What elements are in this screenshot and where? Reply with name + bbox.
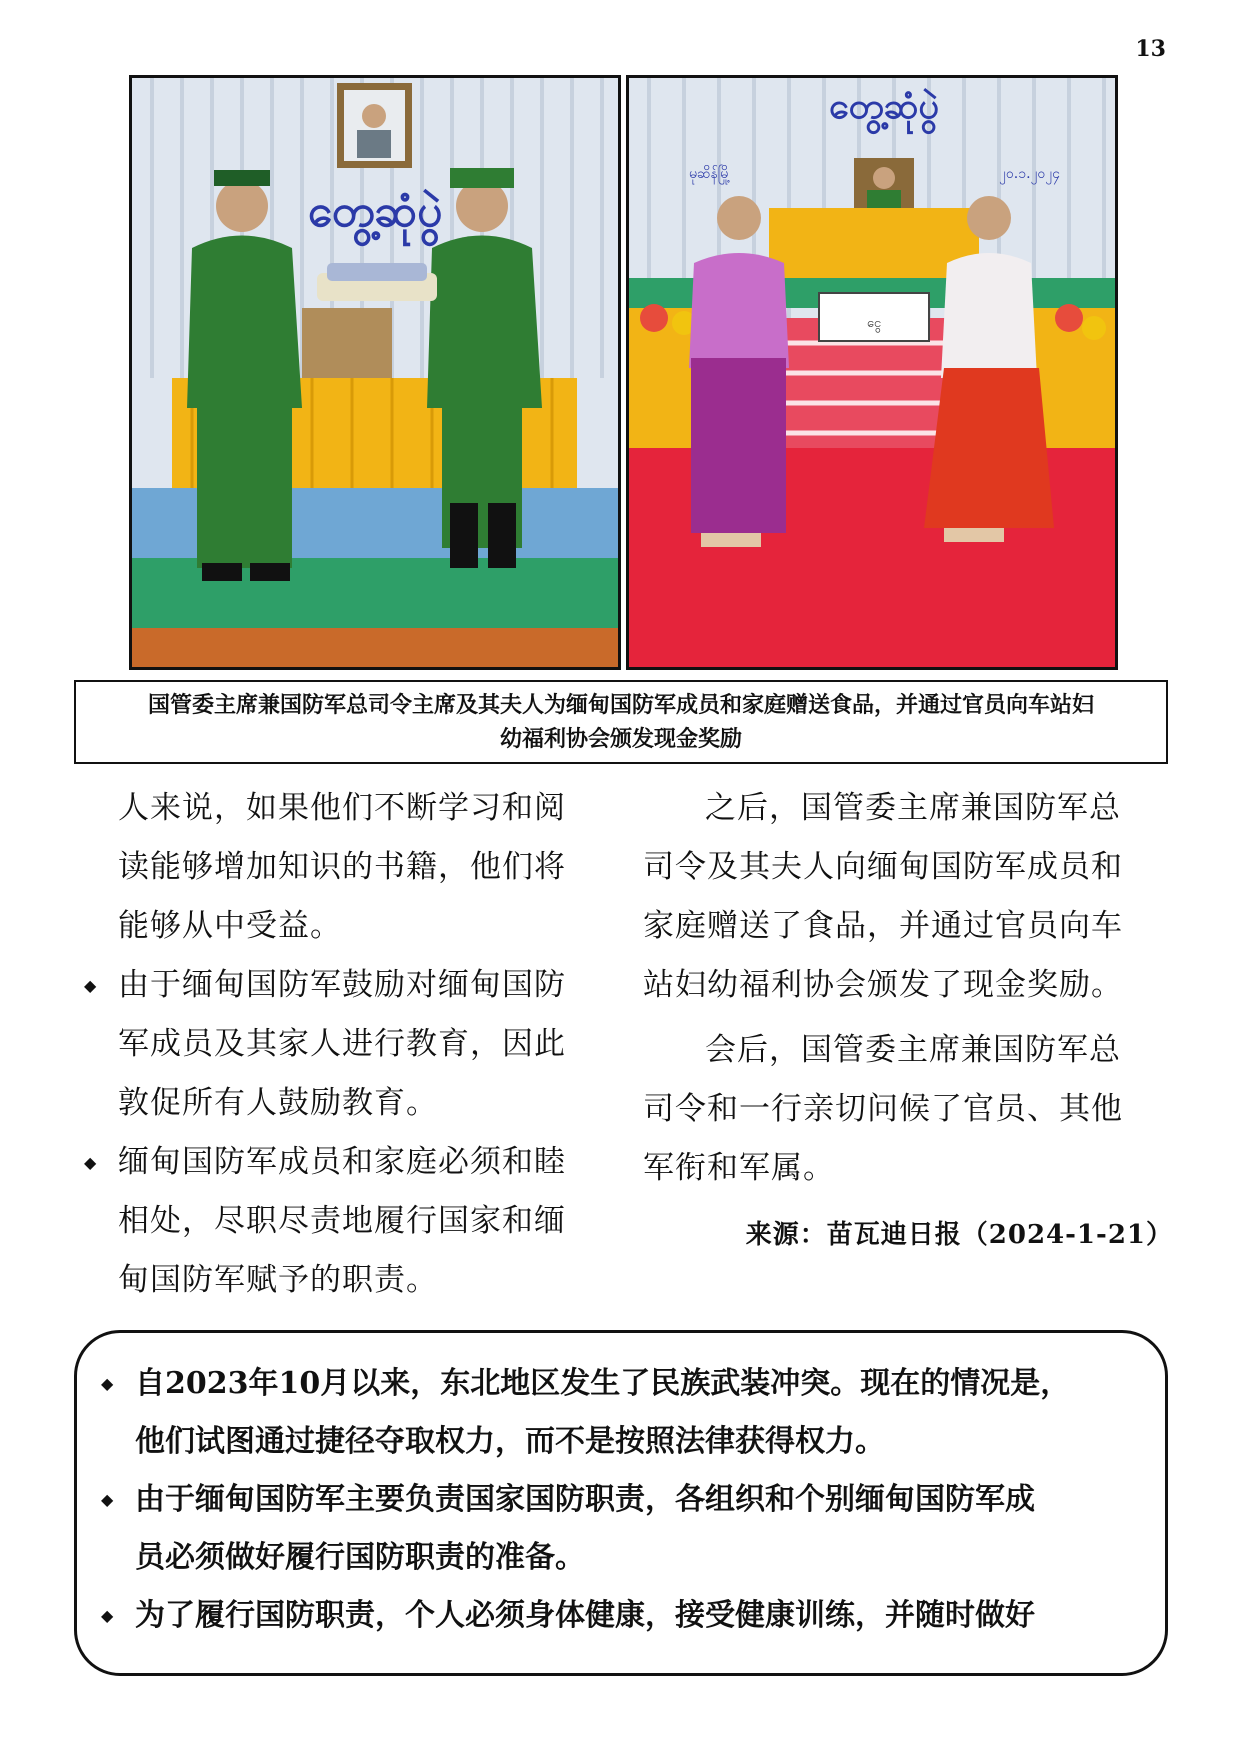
photo-gift-handover-image <box>132 78 618 667</box>
photo-box-label: ငွေ <box>866 316 882 331</box>
continuation-line: 能够从中受益。 <box>118 908 342 944</box>
paragraph-line: 站妇幼福利协会颁发了现金奖励。 <box>643 967 1123 1003</box>
paragraph-line: 之后，国管委主席兼国防军总 <box>705 790 1121 826</box>
diamond-bullet-icon: ◆ <box>101 1490 114 1509</box>
paragraph-line: 司令和一行亲切问候了官员、其他 <box>643 1091 1123 1127</box>
diamond-bullet-icon: ◆ <box>101 1374 114 1393</box>
box-bullet-item <box>101 1355 1141 1471</box>
photo-place-text: မုဆိန်မြို့ <box>689 166 731 182</box>
key-points-box <box>74 1330 1168 1676</box>
photo-date-text: ၂၀.၁.၂၀၂၄ <box>999 166 1061 182</box>
photo-cash-award <box>626 75 1118 670</box>
continuation-line: 读能够增加知识的书籍，他们将 <box>118 849 566 885</box>
box-bullet-item <box>101 1471 1141 1587</box>
paragraph-line: 司令及其夫人向缅甸国防军成员和 <box>643 849 1123 885</box>
box-bullet-line: 员必须做好履行国防职责的准备。 <box>135 1540 585 1575</box>
paragraph-line: 会后，国管委主席兼国防军总 <box>705 1032 1121 1068</box>
bullet-line: 相处，尽职尽责地履行国家和缅 <box>118 1203 566 1239</box>
diamond-bullet-icon: ◆ <box>84 1153 98 1172</box>
continuation-line: 人来说，如果他们不断学习和阅 <box>118 790 566 826</box>
paragraph-line: 军衔和军属。 <box>643 1150 835 1186</box>
paragraph-line: 家庭赠送了食品，并通过官员向车 <box>643 908 1123 944</box>
box-bullet-line: 自2023年10月以来，东北地区发生了民族武装冲突。现在的情况是， <box>135 1366 1071 1401</box>
box-bullet-line: 为了履行国防职责，个人必须身体健康，接受健康训练，并随时做好 <box>135 1598 1035 1633</box>
diamond-bullet-icon: ◆ <box>84 976 98 995</box>
photo-gift-handover <box>129 75 621 670</box>
photo-caption <box>74 680 1168 764</box>
diamond-bullet-icon: ◆ <box>101 1606 114 1625</box>
left-column <box>84 779 604 1310</box>
bullet-line: 甸国防军赋予的职责。 <box>118 1262 438 1298</box>
bullet-item <box>84 1133 604 1310</box>
caption-line: 国管委主席兼国防军总司令主席及其夫人为缅甸国防军成员和家庭赠送食品，并通过官员向车站妇 <box>147 692 1094 718</box>
bullet-item <box>84 956 604 1133</box>
bullet-line: 由于缅甸国防军鼓励对缅甸国防 <box>118 967 566 1003</box>
box-bullet-item <box>101 1587 1141 1645</box>
bullet-line: 缅甸国防军成员和家庭必须和睦 <box>118 1144 566 1180</box>
photo-banner-text: တွေ့ဆုံပွဲ <box>307 186 443 237</box>
bullet-line: 军成员及其家人进行教育，因此 <box>118 1026 566 1062</box>
page-number: 13 <box>1135 36 1166 62</box>
box-bullet-line: 由于缅甸国防军主要负责国家国防职责，各组织和个别缅甸国防军成 <box>135 1482 1035 1517</box>
photo-cash-award-image <box>629 78 1115 667</box>
box-bullet-line: 他们试图通过捷径夺取权力，而不是按照法律获得权力。 <box>135 1424 885 1459</box>
source-citation: 来源：苗瓦迪日报（2024-1-21） <box>745 1220 1173 1250</box>
bullet-line: 敦促所有人鼓励教育。 <box>118 1085 438 1121</box>
right-column <box>643 779 1173 1265</box>
photo-banner-text: တွေ့ဆုံပွဲ <box>829 85 939 127</box>
caption-line: 幼福利协会颁发现金奖励 <box>499 726 742 752</box>
